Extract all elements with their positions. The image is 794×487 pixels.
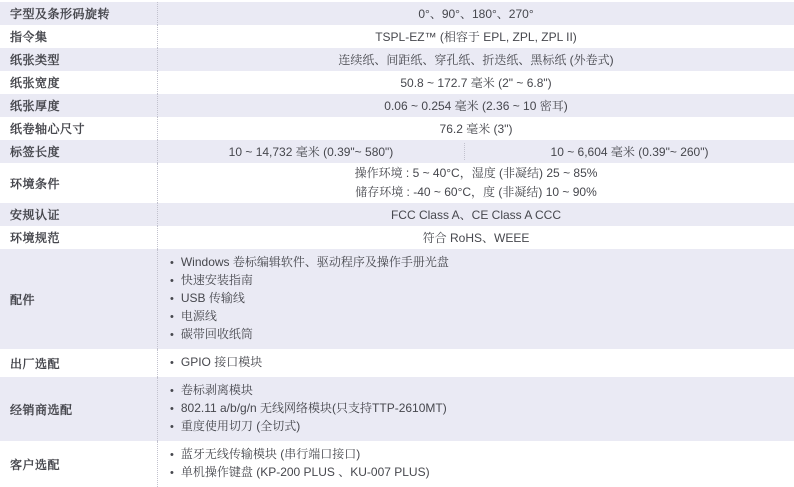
row-label: 客户选配 — [10, 457, 61, 472]
table-row — [0, 140, 794, 163]
row-label: 环境条件 — [10, 176, 61, 191]
row-value: 0.06 ~ 0.254 毫米 (2.36 ~ 10 密耳) — [157, 94, 794, 117]
list-item-text: 蓝牙无线传输模块 (串行端口接口) — [180, 447, 361, 461]
row-value: TSPL-EZ™ (相容于 EPL, ZPL, ZPL II) — [157, 25, 794, 48]
row-label: 字型及条形码旋转 — [10, 7, 111, 21]
bullet-icon: • — [170, 467, 174, 479]
list-item-text: 电源线 — [180, 309, 217, 323]
factory-options-list — [170, 354, 794, 372]
list-item-text: USB 传输线 — [180, 291, 245, 305]
list-item — [170, 272, 794, 290]
list-item-text: 卷标剥离模块 — [180, 383, 253, 397]
row-value — [157, 377, 794, 441]
row-label: 经销商选配 — [10, 402, 73, 417]
row-label: 出厂选配 — [10, 356, 61, 371]
dealer-options-list — [170, 382, 794, 436]
row-label: 纸张宽度 — [10, 76, 61, 90]
table-row — [0, 377, 794, 441]
bullet-icon: • — [170, 329, 174, 341]
list-item — [170, 354, 794, 372]
table-row — [0, 163, 794, 203]
row-value: 50.8 ~ 172.7 毫米 (2" ~ 6.8") — [157, 71, 794, 94]
bullet-icon: • — [170, 449, 174, 461]
customer-options-list — [170, 446, 794, 482]
bullet-icon: • — [170, 421, 174, 433]
list-item-text: Windows 卷标编辑软件、驱动程序及操作手册光盘 — [180, 255, 449, 269]
row-label: 纸张类型 — [10, 53, 61, 67]
bullet-icon: • — [170, 357, 174, 369]
environment-line: 操作环境 : 5 ~ 40°C，湿度 (非凝结) 25 ~ 85% — [354, 166, 598, 180]
list-item-text: 快速安装指南 — [180, 273, 253, 287]
table-row — [0, 349, 794, 377]
row-label: 指令集 — [10, 30, 48, 44]
bullet-icon: • — [170, 293, 174, 305]
list-item-text: 802.11 a/b/g/n 无线网络模块(只支持TTP-2610MT) — [180, 401, 447, 415]
bullet-icon: • — [170, 311, 174, 323]
row-value: 0°、90°、180°、270° — [157, 2, 794, 25]
bullet-icon: • — [170, 275, 174, 287]
row-label: 安规认证 — [10, 208, 61, 222]
row-label: 配件 — [10, 292, 36, 307]
row-value — [157, 140, 794, 163]
table-row — [0, 249, 794, 349]
table-row — [0, 25, 794, 48]
row-label: 标签长度 — [10, 145, 61, 159]
table-row — [0, 2, 794, 25]
table-row — [0, 203, 794, 226]
row-value — [157, 349, 794, 377]
list-item — [170, 446, 794, 464]
row-value — [157, 249, 794, 349]
table-row — [0, 48, 794, 71]
row-value — [157, 441, 794, 487]
row-value: 连续纸、间距纸、穿孔纸、折迭纸、黑标纸 (外卷式) — [157, 48, 794, 71]
table-row — [0, 117, 794, 140]
row-label: 纸张厚度 — [10, 99, 61, 113]
list-item-text: 单机操作键盘 (KP-200 PLUS 、KU-007 PLUS) — [180, 465, 430, 479]
table-row — [0, 94, 794, 117]
row-value: FCC Class A、CE Class A CCC — [157, 203, 794, 226]
list-item-text: 碳带回收纸筒 — [180, 327, 253, 341]
list-item-text: 重度使用切刀 (全切式) — [180, 419, 301, 433]
table-row — [0, 226, 794, 249]
row-value: 符合 RoHS、WEEE — [157, 226, 794, 249]
row-label: 环境规范 — [10, 231, 61, 245]
list-item — [170, 400, 794, 418]
list-item — [170, 382, 794, 400]
list-item-text: GPIO 接口模块 — [180, 355, 263, 369]
environment-line: 储存环境 : -40 ~ 60°C，度 (非凝结) 10 ~ 90% — [355, 185, 597, 199]
row-label: 纸卷轴心尺寸 — [10, 122, 86, 136]
row-value — [157, 163, 794, 203]
list-item — [170, 254, 794, 272]
list-item — [170, 308, 794, 326]
list-item — [170, 464, 794, 482]
bullet-icon: • — [170, 257, 174, 269]
list-item — [170, 418, 794, 436]
table-row — [0, 71, 794, 94]
list-item — [170, 290, 794, 308]
row-value: 76.2 毫米 (3") — [157, 117, 794, 140]
accessories-list — [170, 254, 794, 344]
table-row — [0, 441, 794, 487]
list-item — [170, 326, 794, 344]
label-length-right-cell: 10 ~ 6,604 毫米 (0.39"~ 260") — [464, 143, 794, 160]
label-length-left-cell: 10 ~ 14,732 毫米 (0.39"~ 580") — [228, 145, 394, 159]
bullet-icon: • — [170, 403, 174, 415]
bullet-icon: • — [170, 385, 174, 397]
